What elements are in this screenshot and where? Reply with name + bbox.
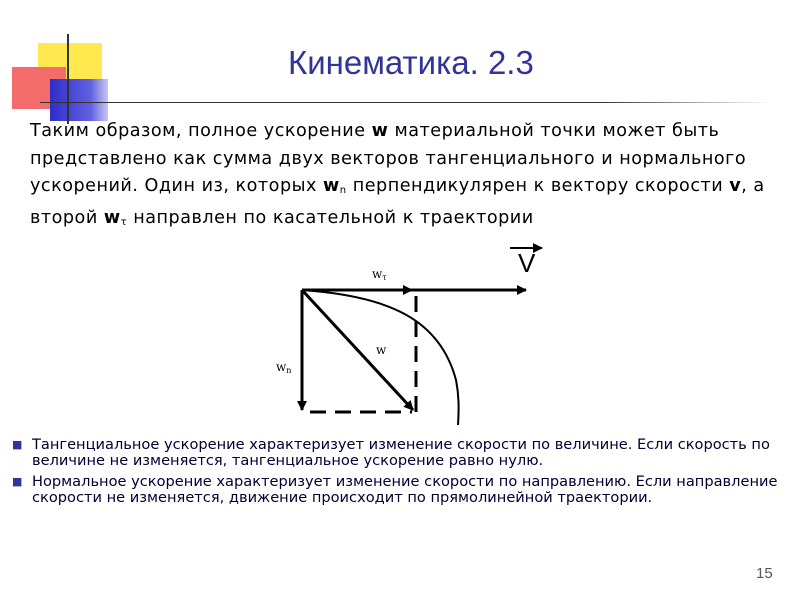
decor-horizontal-line-fade <box>600 102 770 104</box>
symbol-wt: $w_\tau$ <box>103 207 128 228</box>
slide-title: Кинематика. 2.3 <box>288 44 534 81</box>
intro-paragraph <box>30 118 800 236</box>
intro-text: материальной точки может быть представлено как сумма двух векторов тангенциального и нормального ускорений. Один из, которых <box>30 121 747 196</box>
bullet-marker-icon: ■ <box>12 475 23 488</box>
bullet-text: Тангенциальное ускорение характеризует изменение скорости по величине. Если скорость по величине не изменяется, тангенциальное ускорение равно нулю. <box>32 436 770 469</box>
intro-text: , а второй <box>30 176 765 228</box>
page-number: 15 <box>756 565 773 582</box>
symbol-wn: $w_n$ <box>323 176 347 196</box>
trajectory-curve <box>302 290 459 425</box>
label-wn: wn <box>276 360 292 375</box>
bullet-item <box>12 437 782 468</box>
bullet-list <box>12 437 782 511</box>
bullet-text: Нормальное ускорение характеризует изменение скорости по направлению. Если направление скорости не изменяется, движение происходит по прямолинейной траектории. <box>32 473 778 506</box>
intro-text: Таким образом, полное ускорение <box>30 121 372 141</box>
w-arrow <box>302 290 413 410</box>
intro-text: перпендикулярен к вектору скорости <box>346 176 730 196</box>
acceleration-diagram <box>260 240 560 430</box>
bullet-marker-icon: ■ <box>12 438 23 451</box>
intro-text: направлен по касательной к траектории <box>127 207 534 228</box>
label-wt: wτ <box>372 267 387 282</box>
bullet-item <box>12 474 782 505</box>
label-w: w <box>376 343 387 357</box>
label-v: V <box>518 248 536 278</box>
symbol-w: w <box>371 121 389 141</box>
decor-vertical-line <box>67 34 69 124</box>
decor-blue-block <box>50 79 108 121</box>
symbol-v: v <box>729 176 742 196</box>
